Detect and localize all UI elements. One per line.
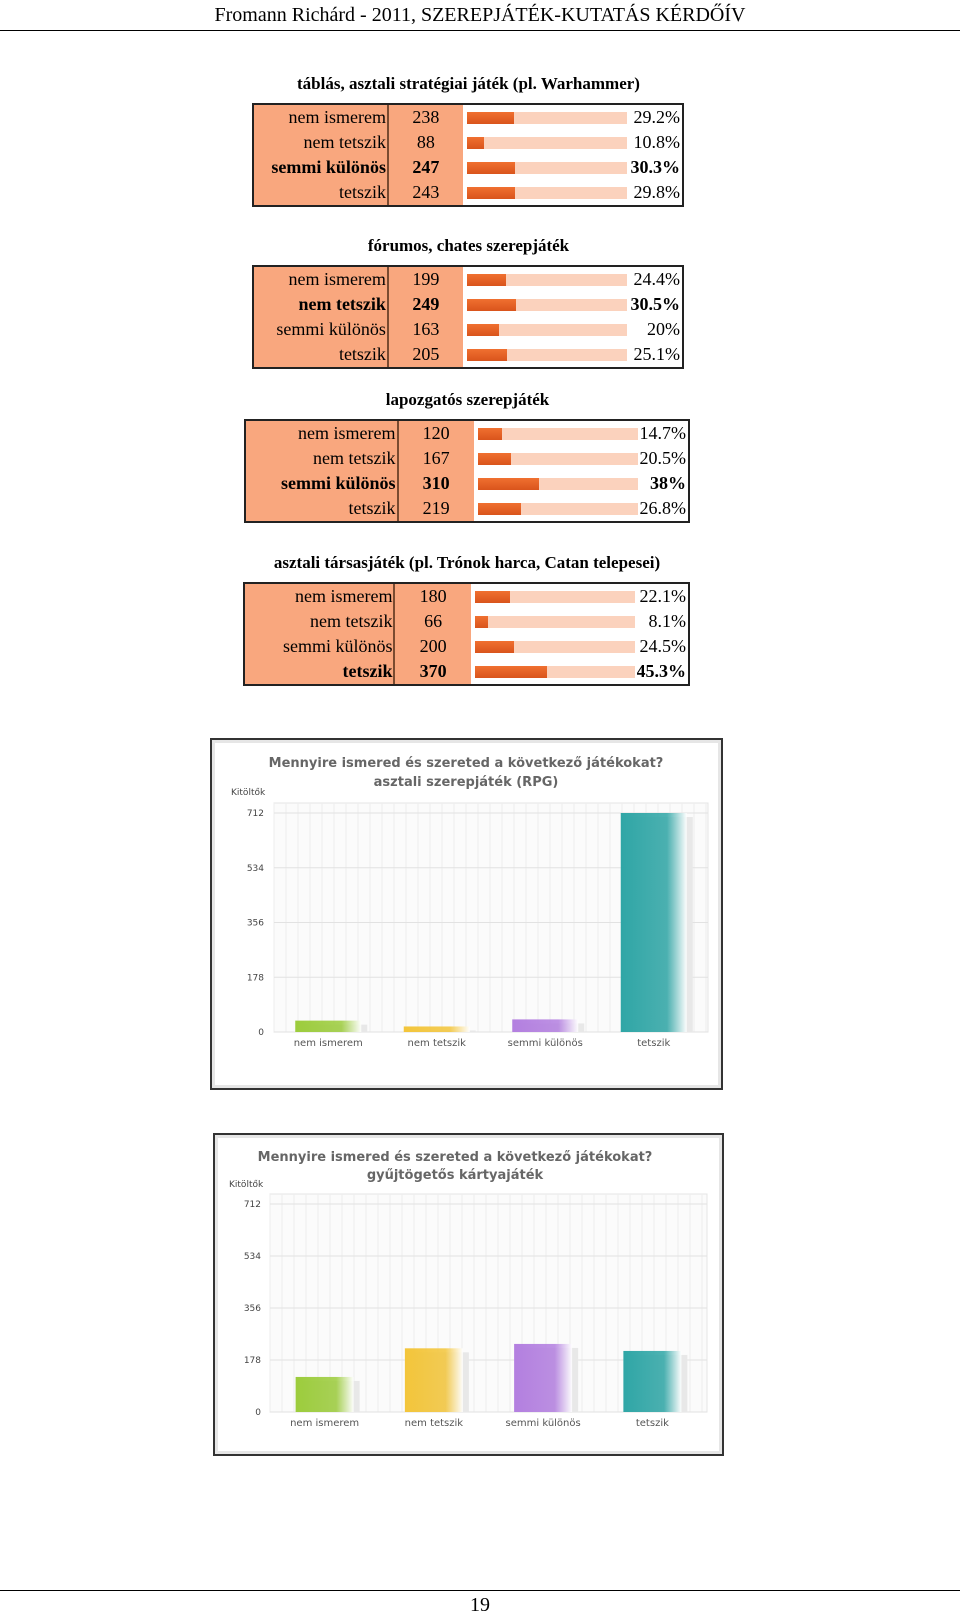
table-row [254, 105, 682, 130]
row-count: 199 [388, 267, 463, 292]
row-bar-cell [471, 584, 637, 609]
table-row [254, 292, 682, 317]
y-axis-label: Kitöltők [231, 788, 266, 798]
table-row [254, 130, 682, 155]
table-title: asztali társasjáték (pl. Trónok harca, Catan telepesei) [273, 553, 661, 572]
row-label: semmi különös [254, 317, 388, 342]
x-category-label: nem ismerem [290, 1418, 360, 1429]
table-row [254, 155, 682, 180]
bar-fill [467, 162, 515, 174]
x-category-label: tetszik [637, 1038, 671, 1049]
row-percent: 30.5% [631, 292, 683, 317]
row-count: 249 [388, 292, 463, 317]
bar-fill [467, 299, 516, 311]
bar [295, 1021, 361, 1032]
bar-fill [475, 666, 547, 678]
y-tick-label: 712 [246, 809, 264, 819]
row-label: nem ismerem [254, 105, 388, 130]
y-tick-label: 0 [255, 1408, 261, 1418]
row-count: 88 [388, 130, 463, 155]
bar-fill [467, 187, 515, 199]
table-title: lapozgatós szerepjáték [385, 390, 550, 409]
bar-track [467, 162, 627, 174]
row-label: nem ismerem [254, 267, 388, 292]
y-tick-label: 534 [243, 1252, 261, 1262]
page-number: 19 [0, 1590, 960, 1617]
row-bar-cell [463, 267, 631, 292]
row-bar-cell [474, 421, 640, 446]
row-bar-cell [474, 471, 640, 496]
table-row [246, 471, 688, 496]
y-tick-label: 534 [246, 863, 264, 874]
chart-svg [215, 1135, 722, 1454]
row-bar-cell [471, 634, 637, 659]
row-bar-cell [463, 155, 631, 180]
row-percent: 29.8% [631, 180, 683, 205]
bar-fill [475, 616, 488, 628]
row-percent: 8.1% [637, 609, 689, 634]
table-row [254, 342, 682, 367]
bar-track [467, 274, 627, 286]
bar [405, 1348, 463, 1412]
row-count: 163 [388, 317, 463, 342]
row-bar-cell [474, 496, 640, 521]
bar [514, 1344, 572, 1412]
bar-fill [475, 591, 510, 603]
bar-track [467, 349, 627, 361]
bar-fill [467, 274, 506, 286]
row-percent: 25.1% [631, 342, 683, 367]
row-percent: 45.3% [637, 659, 689, 684]
row-percent: 10.8% [631, 130, 683, 155]
bar-track [475, 666, 635, 678]
row-percent: 30.3% [631, 155, 683, 180]
chart-subtitle: asztali szerepjáték (RPG) [373, 775, 559, 790]
bar-track [475, 591, 635, 603]
y-tick-label: 356 [243, 1304, 261, 1314]
x-category-label: nem ismerem [293, 1038, 363, 1049]
row-count: 180 [394, 584, 470, 609]
row-bar-cell [471, 659, 637, 684]
table-title: fórumos, chates szerepjáték [367, 236, 570, 255]
x-category-label: nem tetszik [407, 1038, 466, 1049]
y-tick-label: 356 [246, 918, 264, 929]
table-title: táblás, asztali stratégiai játék (pl. Warhammer) [297, 74, 640, 93]
row-label: tetszik [246, 496, 398, 521]
bar-track [467, 324, 627, 336]
row-label: nem tetszik [245, 609, 394, 634]
stat-table [246, 421, 688, 521]
bar-track [467, 137, 627, 149]
bar-fill [478, 478, 539, 490]
y-tick-label: 0 [258, 1028, 264, 1038]
page-header: Fromann Richárd - 2011, SZEREPJÁTÉK-KUTATÁS KÉRDŐÍV [0, 0, 960, 31]
row-count: 200 [394, 634, 470, 659]
table-row [254, 180, 682, 205]
row-percent: 29.2% [631, 105, 683, 130]
bar-track [467, 187, 627, 199]
bar-track [478, 503, 638, 515]
row-percent: 20.5% [640, 446, 689, 471]
bar [296, 1377, 354, 1412]
bar [623, 1351, 681, 1412]
row-count: 370 [394, 659, 470, 684]
bar-chart-rpg [210, 738, 723, 1090]
row-label: nem tetszik [254, 292, 388, 317]
bar-fill [478, 453, 511, 465]
x-category-label: semmi különös [507, 1038, 583, 1049]
row-percent: 14.7% [640, 421, 689, 446]
row-label: nem ismerem [245, 584, 394, 609]
bar-track [478, 428, 638, 440]
row-bar-cell [463, 317, 631, 342]
y-tick-label: 712 [243, 1200, 261, 1210]
table-row [245, 634, 688, 659]
row-bar-cell [463, 105, 631, 130]
row-count: 66 [394, 609, 470, 634]
row-bar-cell [463, 130, 631, 155]
row-label: tetszik [254, 342, 388, 367]
y-axis-label: Kitöltők [229, 1180, 264, 1190]
chart-title: Mennyire ismered és szereted a következő játékokat? [257, 1150, 653, 1165]
table-row [254, 267, 682, 292]
bar [621, 813, 687, 1032]
x-category-label: semmi különös [505, 1418, 581, 1429]
row-count: 238 [388, 105, 463, 130]
stat-table [254, 267, 682, 367]
row-bar-cell [463, 342, 631, 367]
row-count: 219 [398, 496, 474, 521]
bar-track [467, 112, 627, 124]
row-percent: 24.4% [631, 267, 683, 292]
bar-fill [478, 503, 521, 515]
bar-fill [478, 428, 502, 440]
row-percent: 26.8% [640, 496, 689, 521]
row-bar-cell [471, 609, 637, 634]
table-row [245, 584, 688, 609]
table-row [246, 446, 688, 471]
row-count: 167 [398, 446, 474, 471]
bar-fill [467, 349, 507, 361]
bar-fill [475, 641, 514, 653]
row-count: 205 [388, 342, 463, 367]
table-row [254, 317, 682, 342]
chart-title: Mennyire ismered és szereted a következő játékokat? [268, 756, 664, 771]
row-label: semmi különös [245, 634, 394, 659]
bar-track [475, 641, 635, 653]
bar-track [478, 478, 638, 490]
row-label: tetszik [245, 659, 394, 684]
row-count: 247 [388, 155, 463, 180]
row-label: tetszik [254, 180, 388, 205]
chart-svg [212, 740, 721, 1088]
row-count: 120 [398, 421, 474, 446]
row-bar-cell [474, 446, 640, 471]
stat-table [254, 105, 682, 205]
x-category-label: tetszik [635, 1418, 669, 1429]
table-row [246, 421, 688, 446]
bar-fill [467, 112, 514, 124]
row-label: nem ismerem [246, 421, 398, 446]
table-row [245, 659, 688, 684]
row-label: nem tetszik [254, 130, 388, 155]
bar [404, 1026, 470, 1032]
row-label: nem tetszik [246, 446, 398, 471]
row-percent: 38% [640, 471, 689, 496]
table-row [245, 609, 688, 634]
row-label: semmi különös [254, 155, 388, 180]
row-percent: 20% [631, 317, 683, 342]
bar-track [475, 616, 635, 628]
table-row [246, 496, 688, 521]
row-bar-cell [463, 292, 631, 317]
bar-fill [467, 137, 484, 149]
row-count: 310 [398, 471, 474, 496]
y-tick-label: 178 [246, 973, 264, 984]
chart-subtitle: gyűjtögetős kártyajáték [366, 1168, 544, 1183]
x-category-label: nem tetszik [404, 1418, 464, 1429]
row-percent: 24.5% [637, 634, 689, 659]
y-tick-label: 178 [243, 1356, 261, 1366]
bar-fill [467, 324, 499, 336]
bar-track [478, 453, 638, 465]
row-label: semmi különös [246, 471, 398, 496]
stat-table [245, 584, 688, 684]
row-count: 243 [388, 180, 463, 205]
row-percent: 22.1% [637, 584, 689, 609]
row-bar-cell [463, 180, 631, 205]
bar-chart-card-game [213, 1133, 724, 1456]
bar [512, 1019, 578, 1032]
bar-track [467, 299, 627, 311]
